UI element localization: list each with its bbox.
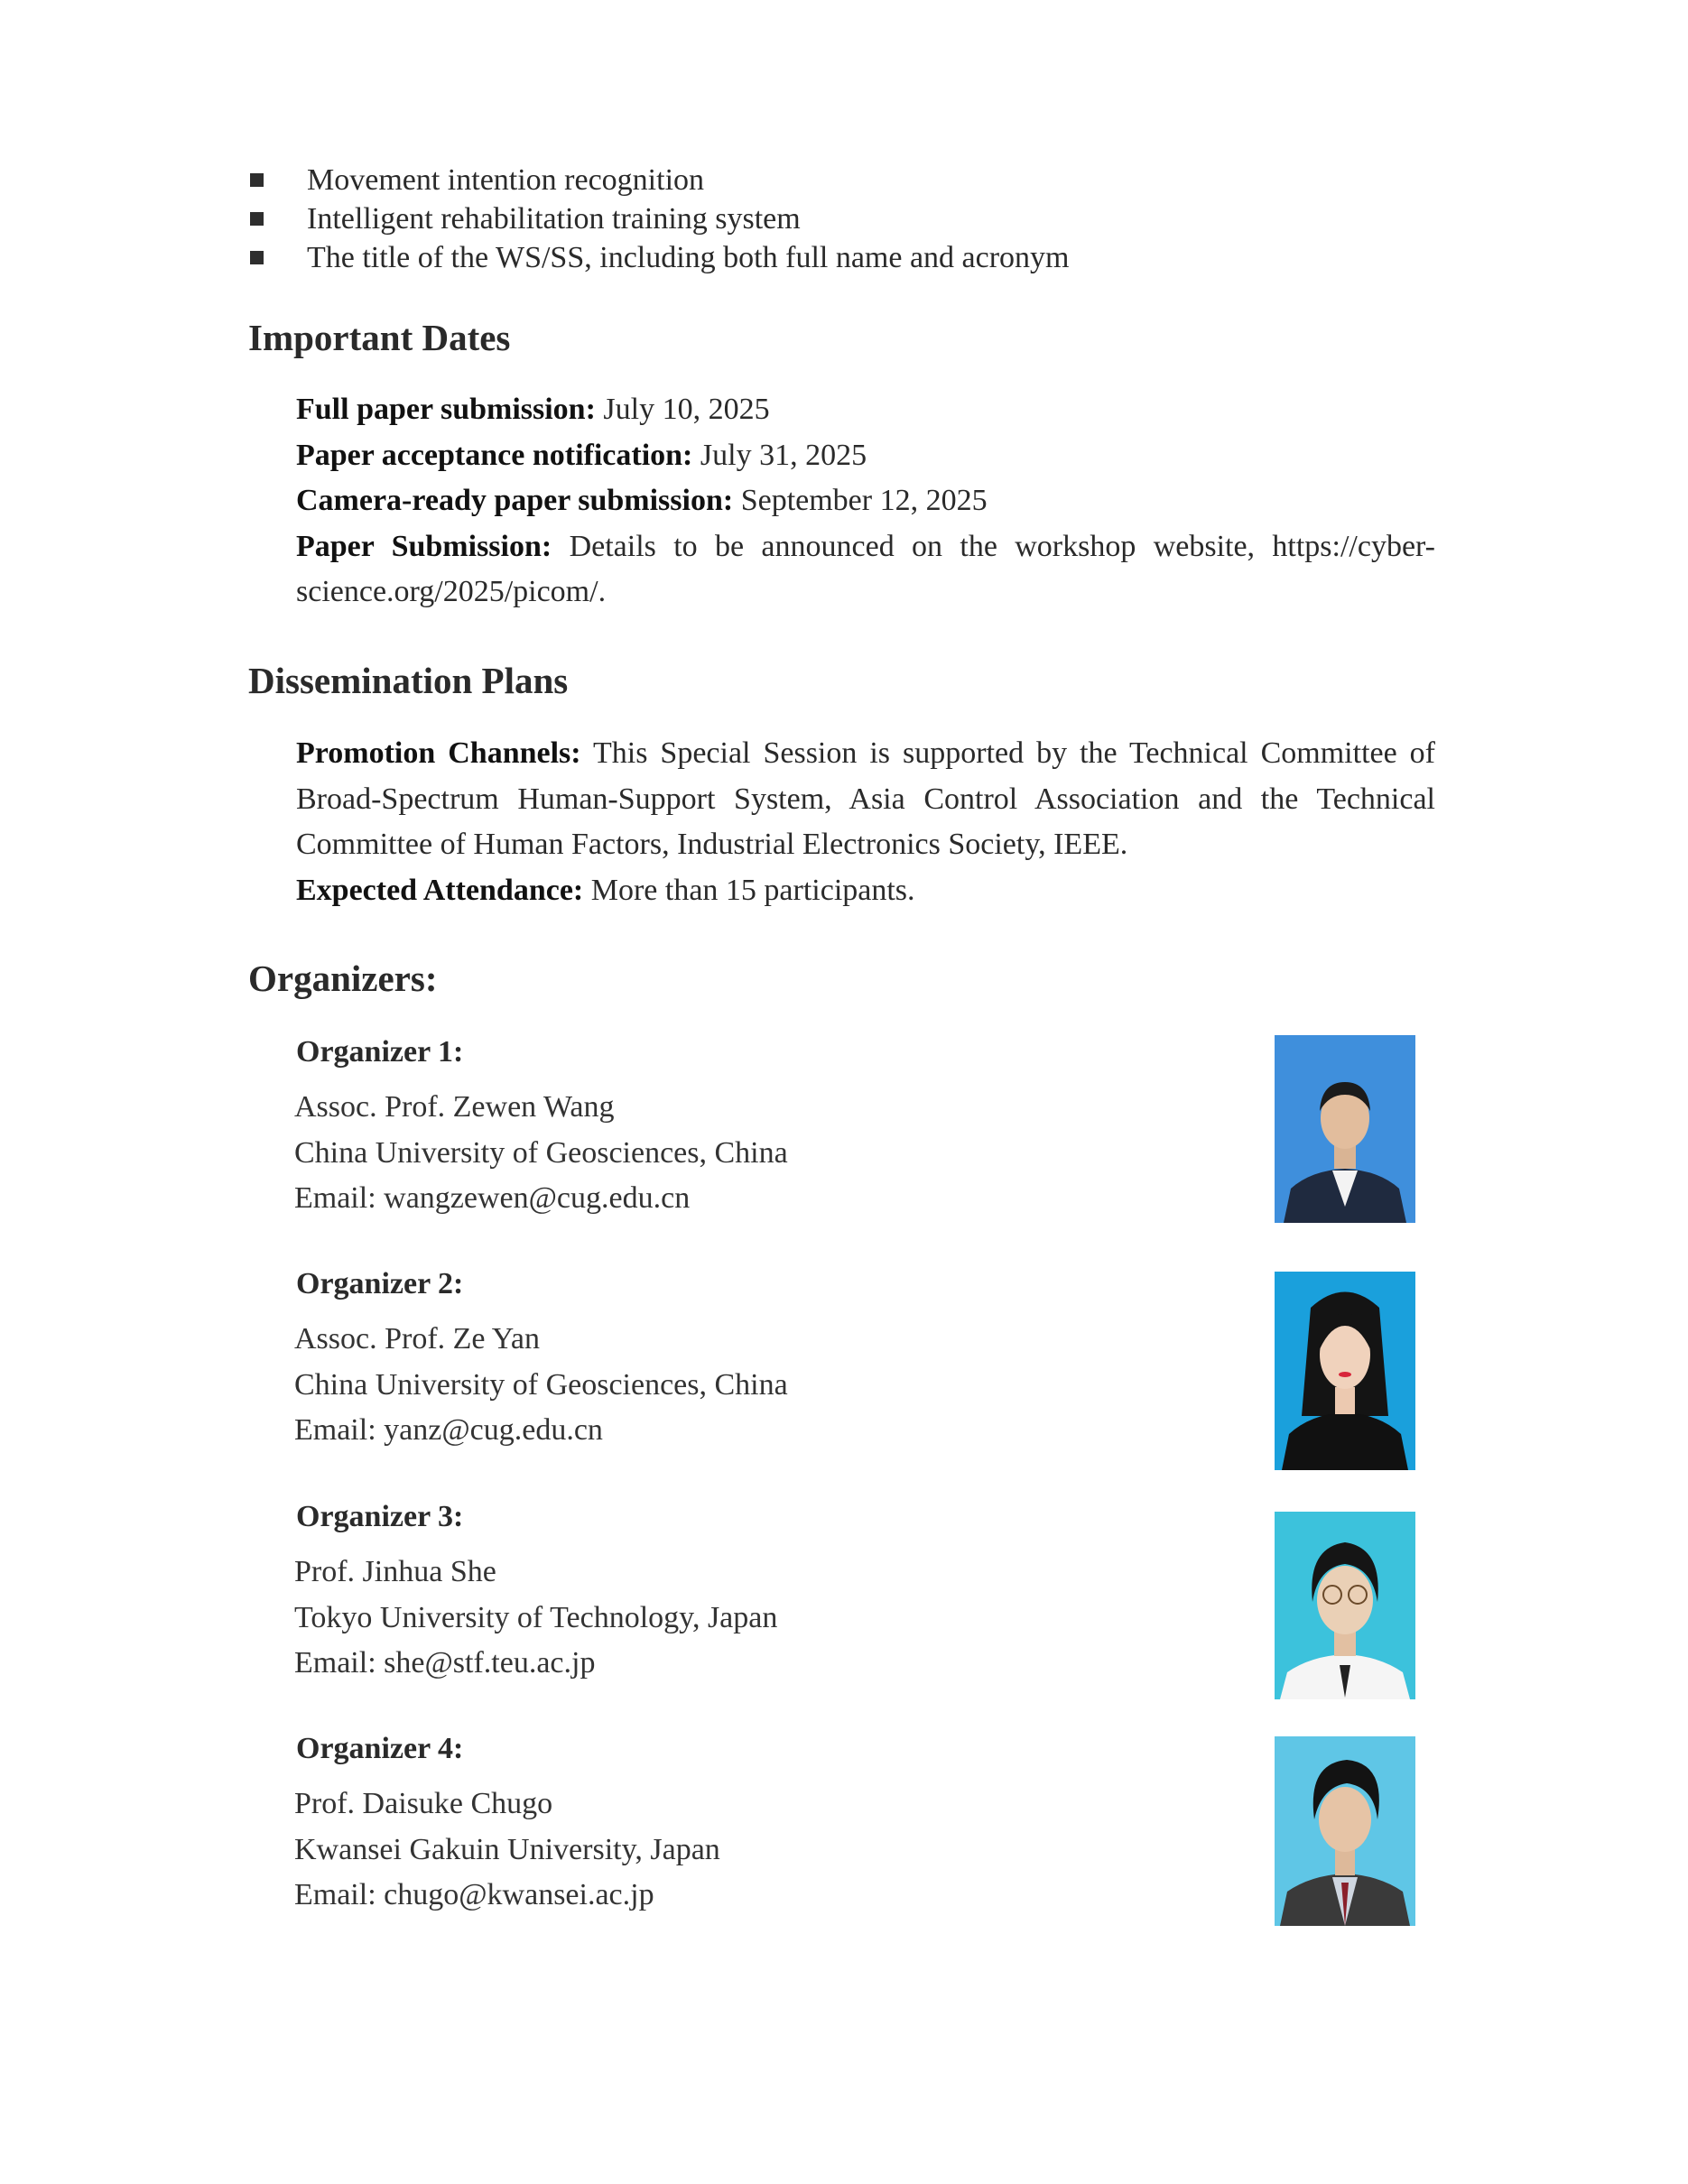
acceptance-date: July 31, 2025: [700, 438, 867, 472]
camera-ready-date: September 12, 2025: [740, 484, 988, 517]
organizer-label: Organizer 4:: [296, 1732, 464, 1765]
bullet-text: The title of the WS/SS, including both full name and acronym: [307, 240, 1070, 274]
organizer-label: Organizer 1:: [296, 1035, 464, 1069]
organizer-affiliation: Tokyo University of Technology, Japan: [294, 1600, 778, 1634]
attendance-label: Expected Attendance:: [296, 873, 584, 907]
organizers-heading: Organizers:: [248, 958, 438, 999]
organizer-email: Email: she@stf.teu.ac.jp: [294, 1646, 596, 1680]
organizer-2-photo: [1275, 1272, 1415, 1470]
topic-bullet-list: [248, 161, 1070, 277]
organizer-email: Email: yanz@cug.edu.cn: [294, 1413, 603, 1447]
square-bullet-icon: [250, 173, 264, 187]
attendance-line: [296, 868, 1435, 914]
full-paper-line: [296, 387, 1435, 433]
submission-line: [296, 524, 1435, 615]
promotion-line: [296, 731, 1435, 868]
organizer-affiliation: China University of Geosciences, China: [294, 1135, 788, 1170]
camera-ready-label: Camera-ready paper submission:: [296, 484, 734, 517]
full-paper-date: July 10, 2025: [603, 393, 770, 426]
organizer-label: Organizer 2:: [296, 1267, 464, 1300]
dissemination-heading: Dissemination Plans: [248, 660, 569, 701]
acceptance-label: Paper acceptance notification:: [296, 438, 693, 472]
square-bullet-icon: [250, 251, 264, 264]
organizer-name: Assoc. Prof. Zewen Wang: [294, 1090, 615, 1124]
promotion-label: Promotion Channels:: [296, 736, 581, 770]
organizer-entry: [294, 1729, 1414, 1919]
full-paper-label: Full paper submission:: [296, 393, 596, 426]
organizer-label: Organizer 3:: [296, 1500, 464, 1533]
organizer-name: Assoc. Prof. Ze Yan: [294, 1322, 540, 1356]
organizer-entry: [294, 1032, 1414, 1222]
bullet-item: [248, 199, 1070, 238]
organizer-4-photo: [1275, 1736, 1415, 1926]
acceptance-line: [296, 433, 1435, 479]
organizer-1-photo: [1275, 1035, 1415, 1223]
attendance-text: More than 15 participants.: [590, 873, 915, 907]
bullet-item: [248, 161, 1070, 199]
organizer-name: Prof. Jinhua She: [294, 1555, 496, 1588]
submission-label: Paper Submission:: [296, 529, 552, 563]
organizer-3-photo: [1275, 1512, 1415, 1699]
submission-details: Details to be announced on the workshop website, https://cyber-science.org/2025/picom/.: [296, 529, 1436, 608]
organizer-affiliation: Kwansei Gakuin University, Japan: [294, 1832, 720, 1866]
organizer-name: Prof. Daisuke Chugo: [294, 1787, 553, 1820]
important-dates-heading: Important Dates: [248, 317, 511, 358]
organizer-email: Email: wangzewen@cug.edu.cn: [294, 1181, 691, 1215]
organizer-affiliation: China University of Geosciences, China: [294, 1367, 788, 1402]
promotion-text: This Special Session is supported by the Technical Committee of Broad-Spectrum Human-Support System, Asia Control Association and the Technical Committee of Human Factors, Industrial Electronics Society, IEEE.: [296, 736, 1436, 861]
bullet-text: Intelligent rehabilitation training system: [307, 201, 801, 236]
organizer-entry: [294, 1264, 1414, 1454]
organizer-entry: [294, 1497, 1414, 1687]
bullet-text: Movement intention recognition: [307, 162, 705, 197]
dissemination-block: [296, 731, 1435, 913]
square-bullet-icon: [250, 212, 264, 226]
bullet-item: [248, 238, 1070, 277]
important-dates-block: [296, 387, 1435, 615]
camera-ready-line: [296, 478, 1435, 524]
organizer-email: Email: chugo@kwansei.ac.jp: [294, 1878, 654, 1911]
